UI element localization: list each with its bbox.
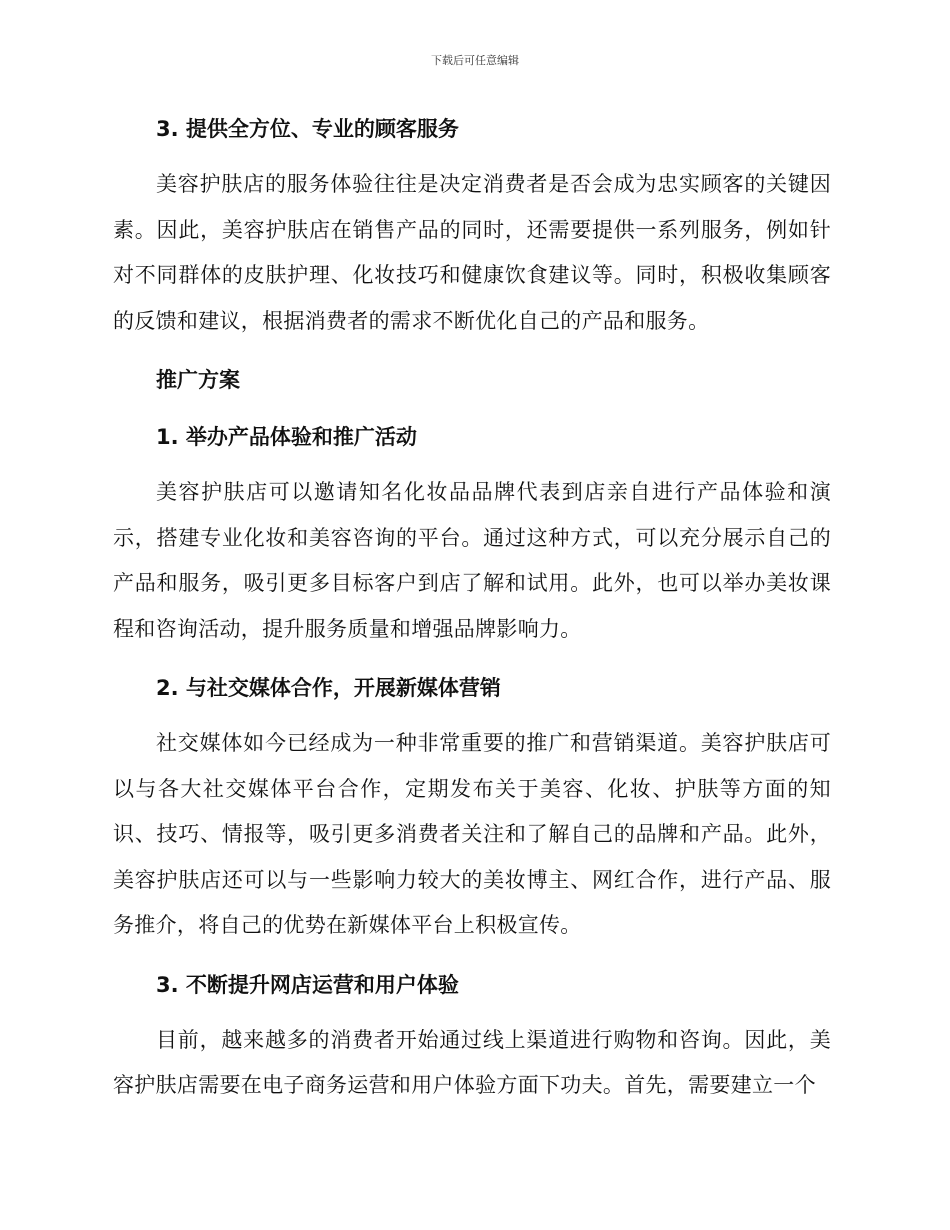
section-heading-online-store: 3. 不断提升网店运营和用户体验	[156, 972, 459, 997]
document-body	[113, 113, 831, 1109]
section-heading-promotion-plan: 推广方案	[156, 368, 240, 392]
section-heading-customer-service: 3. 提供全方位、专业的顾客服务	[156, 117, 459, 141]
paragraph-customer-service: 美容护肤店的服务体验往往是决定消费者是否会成为忠实顾客的关键因素。因此，美容护肤店在销售产品的同时，还需要提供一系列服务，例如针对不同群体的皮肤护理、化妆技巧和健康饮食建议等。同时，积极收集顾客的反馈和建议，根据消费者的需求不断优化自己的产品和服务。	[113, 172, 831, 333]
paragraph-product-events: 美容护肤店可以邀请知名化妆品品牌代表到店亲自进行产品体验和演示，搭建专业化妆和美容咨询的平台。通过这种方式，可以充分展示自己的产品和服务，吸引更多目标客户到店了解和试用。此外，也可以举办美妆课程和咨询活动，提升服务质量和增强品牌影响力。	[113, 480, 831, 641]
header-note: 下载后可任意编辑	[431, 54, 519, 67]
section-heading-social-media: 2. 与社交媒体合作，开展新媒体营销	[156, 676, 501, 700]
paragraph-social-media: 社交媒体如今已经成为一种非常重要的推广和营销渠道。美容护肤店可以与各大社交媒体平台合作，定期发布关于美容、化妆、护肤等方面的知识、技巧、情报等，吸引更多消费者关注和了解自己的品牌和产品。此外，美容护肤店还可以与一些影响力较大的美妆博主、网红合作，进行产品、服务推介，将自己的优势在新媒体平台上积极宣传。	[113, 731, 831, 937]
section-heading-product-events: 1. 举办产品体验和推广活动	[156, 425, 417, 449]
paragraph-online-store: 目前，越来越多的消费者开始通过线上渠道进行购物和咨询。因此，美容护肤店需要在电子商务运营和用户体验方面下功夫。首先，需要建立一个	[113, 1027, 831, 1097]
